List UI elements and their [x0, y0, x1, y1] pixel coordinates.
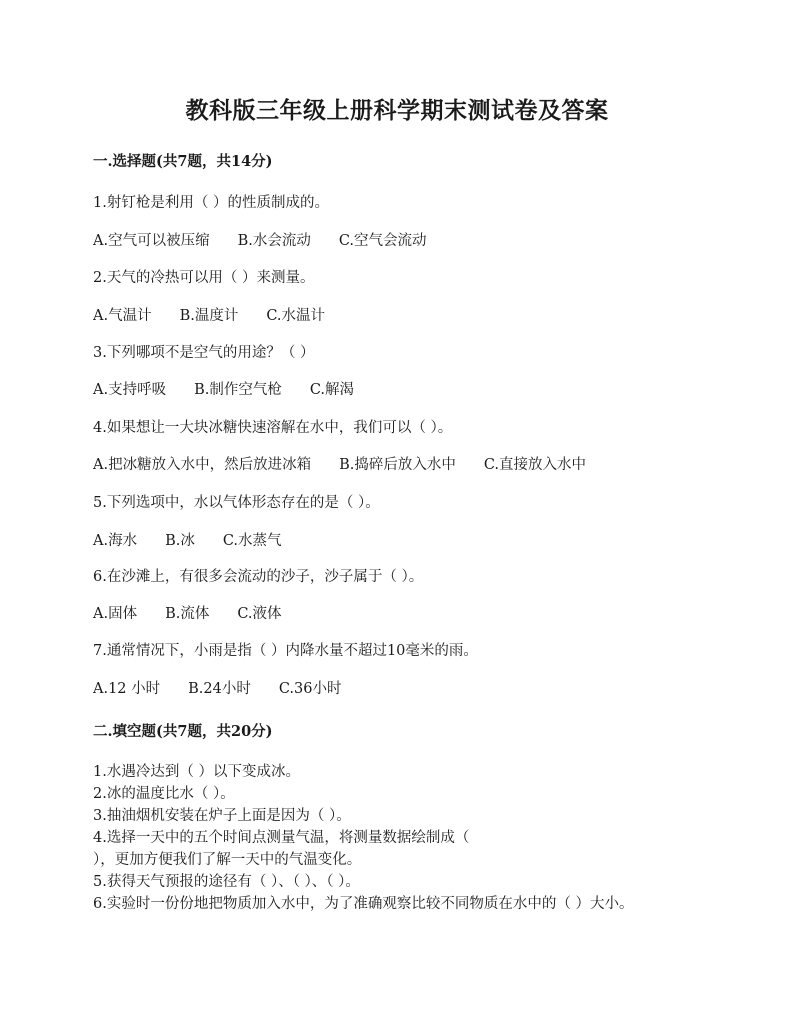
question-2-options	[93, 304, 353, 325]
fill-line-3: 3.抽油烟机安装在炉子上面是因为（ ）。	[93, 808, 351, 824]
fill-line-4: 4.选择一天中的五个时间点测量气温，将测量数据绘制成（	[93, 830, 470, 846]
page-title: 教科版三年级上册科学期末测试卷及答案	[185, 97, 609, 124]
question-5-options	[93, 529, 310, 550]
fill-line-6: 6.实验时一份份地把物质加入水中，为了准确观察比较不同物质在水中的（ ）大小。	[93, 896, 634, 912]
option-c: C.水蒸气	[222, 533, 282, 549]
option-b: B.24小时	[188, 681, 251, 697]
question-5: 5.下列选项中，水以气体形态存在的是（ ）。	[93, 495, 380, 511]
option-a: A.海水	[93, 533, 138, 549]
section1-heading: 一.选择题(共7题，共14分)	[93, 153, 273, 170]
question-3: 3.下列哪项不是空气的用途？（ ）	[93, 345, 315, 361]
option-a: A.12 小时	[93, 681, 161, 697]
option-b: B.捣碎后放入水中	[339, 457, 456, 473]
fill-line-2: 2.冰的温度比水（ ）。	[93, 786, 235, 802]
fill-line-4-cont: ），更加方便我们了解一天中的气温变化。	[93, 852, 362, 868]
question-1-options	[93, 229, 455, 250]
option-c: C.解渴	[309, 382, 355, 398]
option-a: A.把冰糖放入水中，然后放进冰箱	[93, 457, 312, 473]
question-6-options	[93, 602, 310, 623]
option-a: A.支持呼吸	[93, 382, 167, 398]
question-2: 2.天气的冷热可以用（ ）来测量。	[93, 270, 315, 286]
option-b: B.水会流动	[237, 233, 311, 249]
question-7: 7.通常情况下，小雨是指（ ）内降水量不超过10毫米的雨。	[93, 643, 478, 659]
option-c: C.空气会流动	[338, 233, 427, 249]
option-a: A.固体	[93, 606, 138, 622]
option-a: A.气温计	[93, 308, 152, 324]
question-7-options	[93, 677, 370, 698]
fill-line-5: 5.获得天气预报的途径有（ ）、（ ）、（ ）。	[93, 874, 360, 890]
option-c: C.液体	[237, 606, 282, 622]
option-b: B.温度计	[179, 308, 239, 324]
section2-heading: 二.填空题(共7题，共20分)	[93, 723, 273, 740]
option-b: B.冰	[165, 533, 195, 549]
option-c: C.36小时	[278, 681, 342, 697]
fill-line-1: 1.水遇冷达到（ ）以下变成冰。	[93, 764, 300, 780]
question-4: 4.如果想让一大块冰糖快速溶解在水中，我们可以（ ）。	[93, 420, 453, 436]
question-1: 1.射钉枪是利用（ ）的性质制成的。	[93, 195, 329, 211]
option-c: C.水温计	[266, 308, 326, 324]
option-b: B.制作空气枪	[194, 382, 282, 398]
option-c: C.直接放入水中	[483, 457, 587, 473]
question-4-options	[93, 453, 614, 474]
option-a: A.空气可以被压缩	[93, 233, 210, 249]
question-6: 6.在沙滩上，有很多会流动的沙子，沙子属于（ ）。	[93, 569, 424, 585]
question-3-options	[93, 378, 382, 399]
option-b: B.流体	[165, 606, 210, 622]
